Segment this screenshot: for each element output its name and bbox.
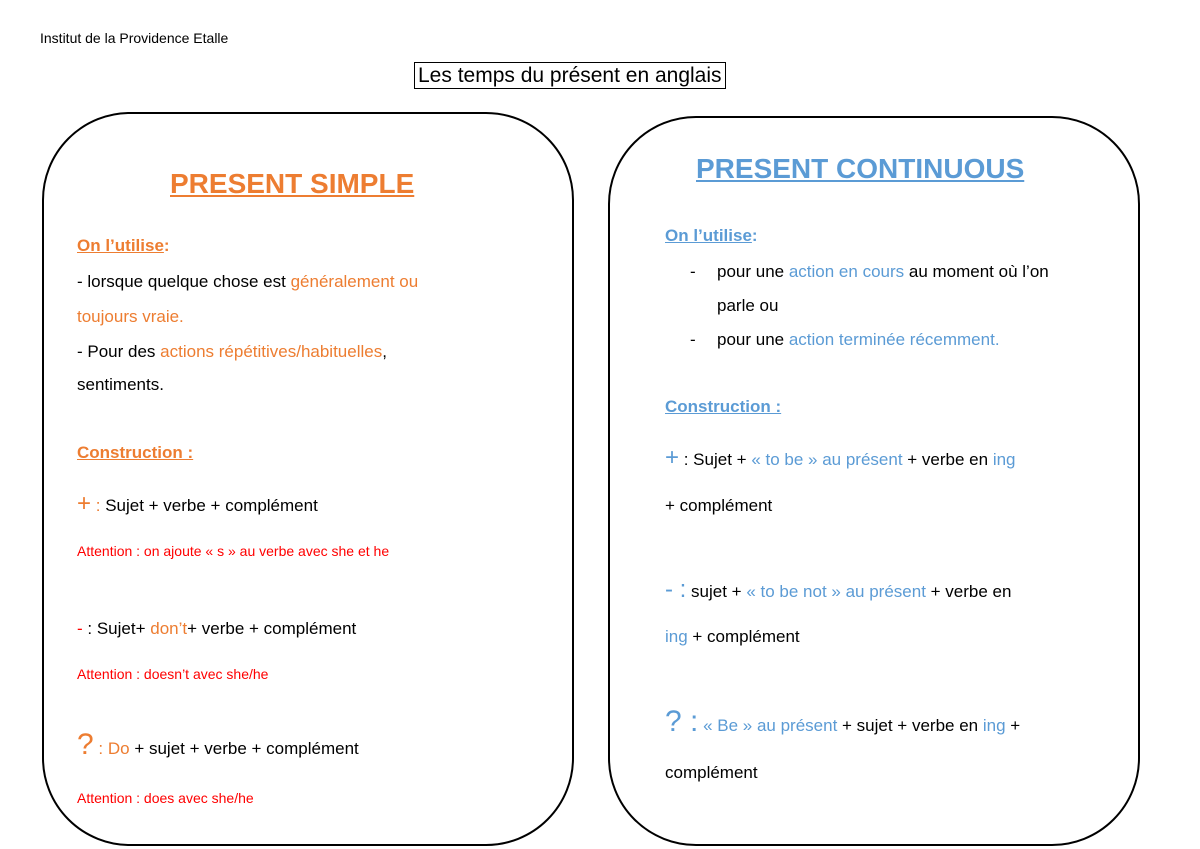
continuous-use-label: On l’utilise: xyxy=(665,226,758,245)
simple-use-1-cont: toujours vraie. xyxy=(77,307,184,326)
continuous-negative: - : sujet + « to be not » au présent + verbe en xyxy=(665,576,1012,603)
minus-icon: - xyxy=(77,619,83,638)
simple-construction-label: Construction : xyxy=(77,443,194,462)
continuous-use-1: pour une action en cours au moment où l’on xyxy=(717,262,1049,281)
continuous-use-1-dash: - xyxy=(690,262,696,281)
plus-icon: + xyxy=(77,490,92,517)
continuous-question: ? : « Be » au présent + sujet + verbe en ing + xyxy=(665,705,1021,738)
present-continuous-heading: PRESENT CONTINUOUS xyxy=(696,153,1025,184)
simple-attention-1: Attention : on ajoute « s » au verbe avec she et he xyxy=(77,543,390,559)
simple-use-2-cont: sentiments. xyxy=(77,375,164,394)
continuous-affirmative: + : Sujet + « to be » au présent + verbe en ing xyxy=(665,444,1016,471)
question-icon: ? xyxy=(77,728,94,761)
simple-use-2: - Pour des actions répétitives/habituelles, xyxy=(77,342,387,361)
continuous-question-cont: complément xyxy=(665,763,758,782)
simple-affirmative: + : Sujet + verbe + complément xyxy=(77,490,318,517)
continuous-use-2-dash: - xyxy=(690,330,696,349)
simple-attention-2: Attention : doesn’t avec she/he xyxy=(77,666,269,682)
page-title: Les temps du présent en anglais xyxy=(414,62,726,89)
simple-use-label: On l’utilise: xyxy=(77,236,170,255)
continuous-negative-cont: ing + complément xyxy=(665,627,800,646)
continuous-use-2: pour une action terminée récemment. xyxy=(717,330,1000,349)
simple-use-1: - lorsque quelque chose est généralement ou xyxy=(77,272,419,291)
simple-negative: - : Sujet+ don’t+ verbe + complément xyxy=(77,619,357,638)
continuous-affirmative-cont: + complément xyxy=(665,496,773,515)
present-simple-heading: PRESENT SIMPLE xyxy=(170,168,415,199)
simple-question: ? : Do + sujet + verbe + complément xyxy=(77,728,359,761)
simple-attention-3: Attention : does avec she/he xyxy=(77,790,254,806)
continuous-construction-label: Construction : xyxy=(665,397,782,416)
school-name: Institut de la Providence Etalle xyxy=(40,30,229,46)
question-icon: ? : xyxy=(665,705,699,738)
continuous-use-1-cont: parle ou xyxy=(717,296,779,315)
minus-icon: - : xyxy=(665,576,687,603)
plus-icon: + xyxy=(665,444,680,471)
